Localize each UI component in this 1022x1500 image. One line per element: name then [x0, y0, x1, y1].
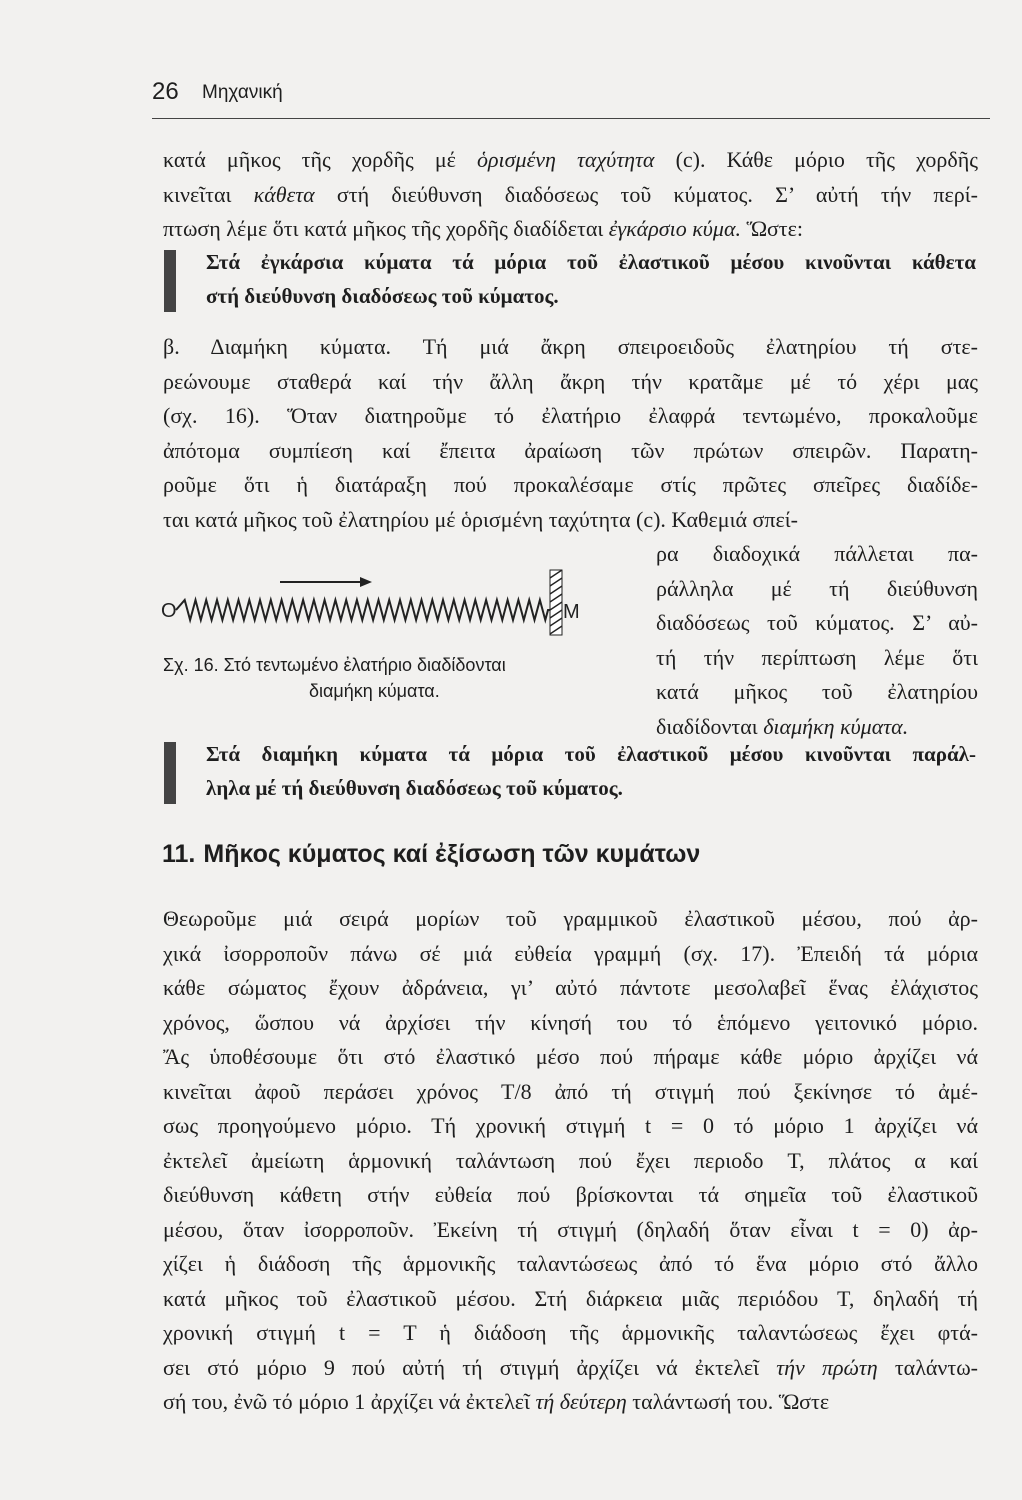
text-run: κατά μῆκος τοῦ ἐλαστικοῦ μέσου. Στή διάρκεια μιᾶς περιόδου T, δηλαδή τή	[163, 1285, 978, 1311]
text-line	[163, 1213, 978, 1248]
text-run: ταλάντωσή του. Ὥστε	[626, 1389, 830, 1414]
text-run: διεύθυνση κάθετη στήν εὐθεία πού βρίσκονται τά σημεῖα τοῦ ἐλαστικοῦ	[163, 1182, 978, 1207]
paragraph-transverse	[163, 143, 978, 247]
figure-label-o: O	[161, 600, 177, 622]
text-line: ροῦμε ὅτι ἡ διατάραξη πού προκαλέσαμε στίς πρῶτες σπεῖρες διαδίδε-	[163, 472, 978, 497]
text-run: ἐκτελεῖ ἀμείωτη ἁρμονική ταλάντωση πού ἔχει περιοδο T, πλάτος α καί	[163, 1147, 978, 1173]
text-line: ρεώνουμε σταθερά καί τήν ἄλλη ἄκρη τήν κρατᾶμε μέ τό χέρι μας	[163, 368, 978, 394]
text-run: σή του, ἐνῶ τό μόριο 1 ἀρχίζει νά ἐκτελεῖ	[163, 1389, 536, 1414]
text-run: Ἄς ὑποθέσουμε ὅτι στό ἐλαστικό μέσο πού πήραμε κάθε μόριο ἀρχίζει νά	[163, 1044, 978, 1069]
text-run: τή τήν περίπτωση λέμε ὅτι	[656, 644, 978, 670]
spring-figure	[160, 560, 600, 650]
italic-term: διαμήκη κύματα.	[763, 713, 909, 739]
text-line: ἀπότομα συμπίεση καί ἔπειτα ἀραίωση τῶν πρώτων σπειρῶν. Παρατη-	[163, 437, 978, 463]
paragraph-longitudinal	[163, 330, 978, 537]
caption-line-2: διαμήκη κύματα.	[309, 681, 440, 701]
text-run: χρονική στιγμή t = T ἡ διάδοση τῆς ἁρμονικῆς ταλαντώσεως ἔχει φτά-	[163, 1320, 978, 1345]
text-line	[163, 1178, 978, 1213]
text-run: κατά μῆκος τοῦ ἐλατηρίου	[656, 679, 978, 704]
italic-term: τήν πρώτη	[776, 1354, 878, 1380]
text-line: (σχ. 16). Ὅταν διατηροῦμε τό ἐλατήριο ἐλαφρά τεντωμένο, προκαλοῦμε	[163, 403, 978, 428]
section-heading	[162, 840, 700, 869]
text-line	[656, 537, 978, 572]
text-line: β. Διαμήκη κύματα. Τή μιά ἄκρη σπειροειδοῦς ἐλατηρίου τή στε-	[163, 334, 978, 359]
text-line: ληλα μέ τή διεύθυνση διαδόσεως τοῦ κύματος.	[206, 776, 623, 800]
text-run: ρα διαδοχικά πάλλεται πα-	[656, 541, 978, 566]
text-run: διαδίδονται	[656, 713, 764, 739]
definition-transverse-waves	[206, 245, 976, 313]
text-run: κατά μῆκος τῆς χορδῆς μέ	[163, 147, 477, 172]
italic-term: τή δεύτερη	[535, 1389, 627, 1414]
text-line	[163, 1006, 978, 1041]
section-number: 11.	[162, 840, 196, 868]
text-run: ταλάντω-	[877, 1354, 978, 1380]
text-line: ται κατά μῆκος τοῦ ἐλατηρίου μέ ὁρισμένη ταχύτητα (c). Καθεμιά σπεί-	[163, 506, 798, 532]
text-run: χίζει ἡ διάδοση τῆς ἁρμονικῆς ταλαντώσεως ἀπό τό ἕνα μόριο στό ἄλλο	[163, 1251, 978, 1276]
text-line	[163, 1075, 978, 1110]
figure-caption	[163, 652, 643, 704]
spring-coil	[176, 600, 550, 620]
text-run: στή διεύθυνση διαδόσεως τοῦ κύματος. Σ’ αὐτή τήν περί-	[314, 181, 978, 207]
italic-term: ἐγκάρσιο κύμα.	[608, 216, 741, 241]
paragraph-wavelength	[163, 902, 978, 1420]
text-line	[656, 572, 978, 607]
text-line	[656, 606, 978, 641]
section-title: Μῆκος κύματος καί ἐξίσωση τῶν κυμάτων	[203, 840, 701, 868]
paragraph-longitudinal-continued	[656, 537, 978, 744]
text-run: διαδόσεως τοῦ κύματος. Σ’ αὐ-	[656, 610, 978, 635]
text-line	[163, 1282, 978, 1317]
text-line	[656, 641, 978, 676]
text-run: χρόνος, ὥσπου νά ἀρχίσει τήν κίνησή του τό ἑπόμενο γειτονικό μόριο.	[163, 1009, 978, 1035]
text-line	[163, 178, 978, 213]
text-line	[163, 1385, 978, 1420]
text-run: σως προηγούμενο μόριο. Τή χρονική στιγμή t = 0 τό μόριο 1 ἀρχίζει νά	[163, 1113, 978, 1138]
definition-longitudinal-waves	[206, 737, 976, 805]
caption-line-1: Σχ. 16. Στό τεντωμένο ἐλατήριο διαδίδονται	[163, 655, 506, 675]
italic-term: ὁρισμένη ταχύτητα	[477, 147, 655, 172]
text-run: χικά ἰσορροποῦν πάνω σέ μιά εὐθεία γραμμή (σχ. 17). Ἐπειδή τά μόρια	[163, 940, 978, 966]
text-run: κάθε σώματος ἔχουν ἀδράνεια, γι’ αὐτό πάντοτε μεσολαβεῖ ἕνας ἐλάχιστος	[163, 975, 978, 1000]
text-line	[656, 675, 978, 710]
text-line	[163, 1144, 978, 1179]
text-line	[163, 1351, 978, 1386]
text-line	[163, 143, 978, 178]
text-line	[163, 1040, 978, 1075]
text-line	[163, 1109, 978, 1144]
figure-label-m: M	[563, 601, 580, 623]
text-line: στή διεύθυνση διαδόσεως τοῦ κύματος.	[206, 284, 559, 308]
page-header	[152, 78, 990, 119]
text-line	[163, 1247, 978, 1282]
text-line: Στά ἐγκάρσια κύματα τά μόρια τοῦ ἐλαστικοῦ μέσου κινοῦνται κάθετα	[206, 250, 976, 274]
text-line	[163, 212, 978, 247]
text-run: ράλληλα μέ τή διεύθυνση	[656, 575, 978, 601]
text-run: κινεῖται ἀφοῦ περάσει χρόνος T/8 ἀπό τή στιγμή πού ξεκίνησε τό ἀμέ-	[163, 1078, 978, 1104]
running-title: Μηχανική	[202, 82, 283, 103]
italic-term: κάθετα	[253, 181, 315, 207]
text-line	[163, 1316, 978, 1351]
highlight-bar-transverse	[164, 250, 176, 312]
text-run: πτωση λέμε ὅτι κατά μῆκος τῆς χορδῆς διαδίδεται	[163, 216, 609, 241]
text-run: Θεωροῦμε μιά σειρά μορίων τοῦ γραμμικοῦ ἐλαστικοῦ μέσου, πού ἀρ-	[163, 906, 978, 931]
text-run: Ὥστε:	[741, 216, 803, 241]
text-line	[163, 902, 978, 937]
text-line: Στά διαμήκη κύματα τά μόρια τοῦ ἐλαστικοῦ μέσου κινοῦνται παράλ-	[206, 742, 976, 766]
text-run: κινεῖται	[163, 181, 254, 207]
text-line	[163, 971, 978, 1006]
arrow-head	[360, 577, 372, 587]
text-run: σει στό μόριο 9 πού αὐτή τή στιγμή ἀρχίζει νά ἐκτελεῖ	[163, 1354, 777, 1380]
text-run: (c). Κάθε μόριο τῆς χορδῆς	[654, 147, 978, 172]
page-number: 26	[152, 78, 179, 105]
text-line	[163, 937, 978, 972]
highlight-bar-longitudinal	[164, 742, 176, 804]
text-run: μέσου, ὅταν ἰσορροποῦν. Ἐκείνη τή στιγμή (δηλαδή ὅταν εἶναι t = 0) ἀρ-	[163, 1216, 978, 1242]
